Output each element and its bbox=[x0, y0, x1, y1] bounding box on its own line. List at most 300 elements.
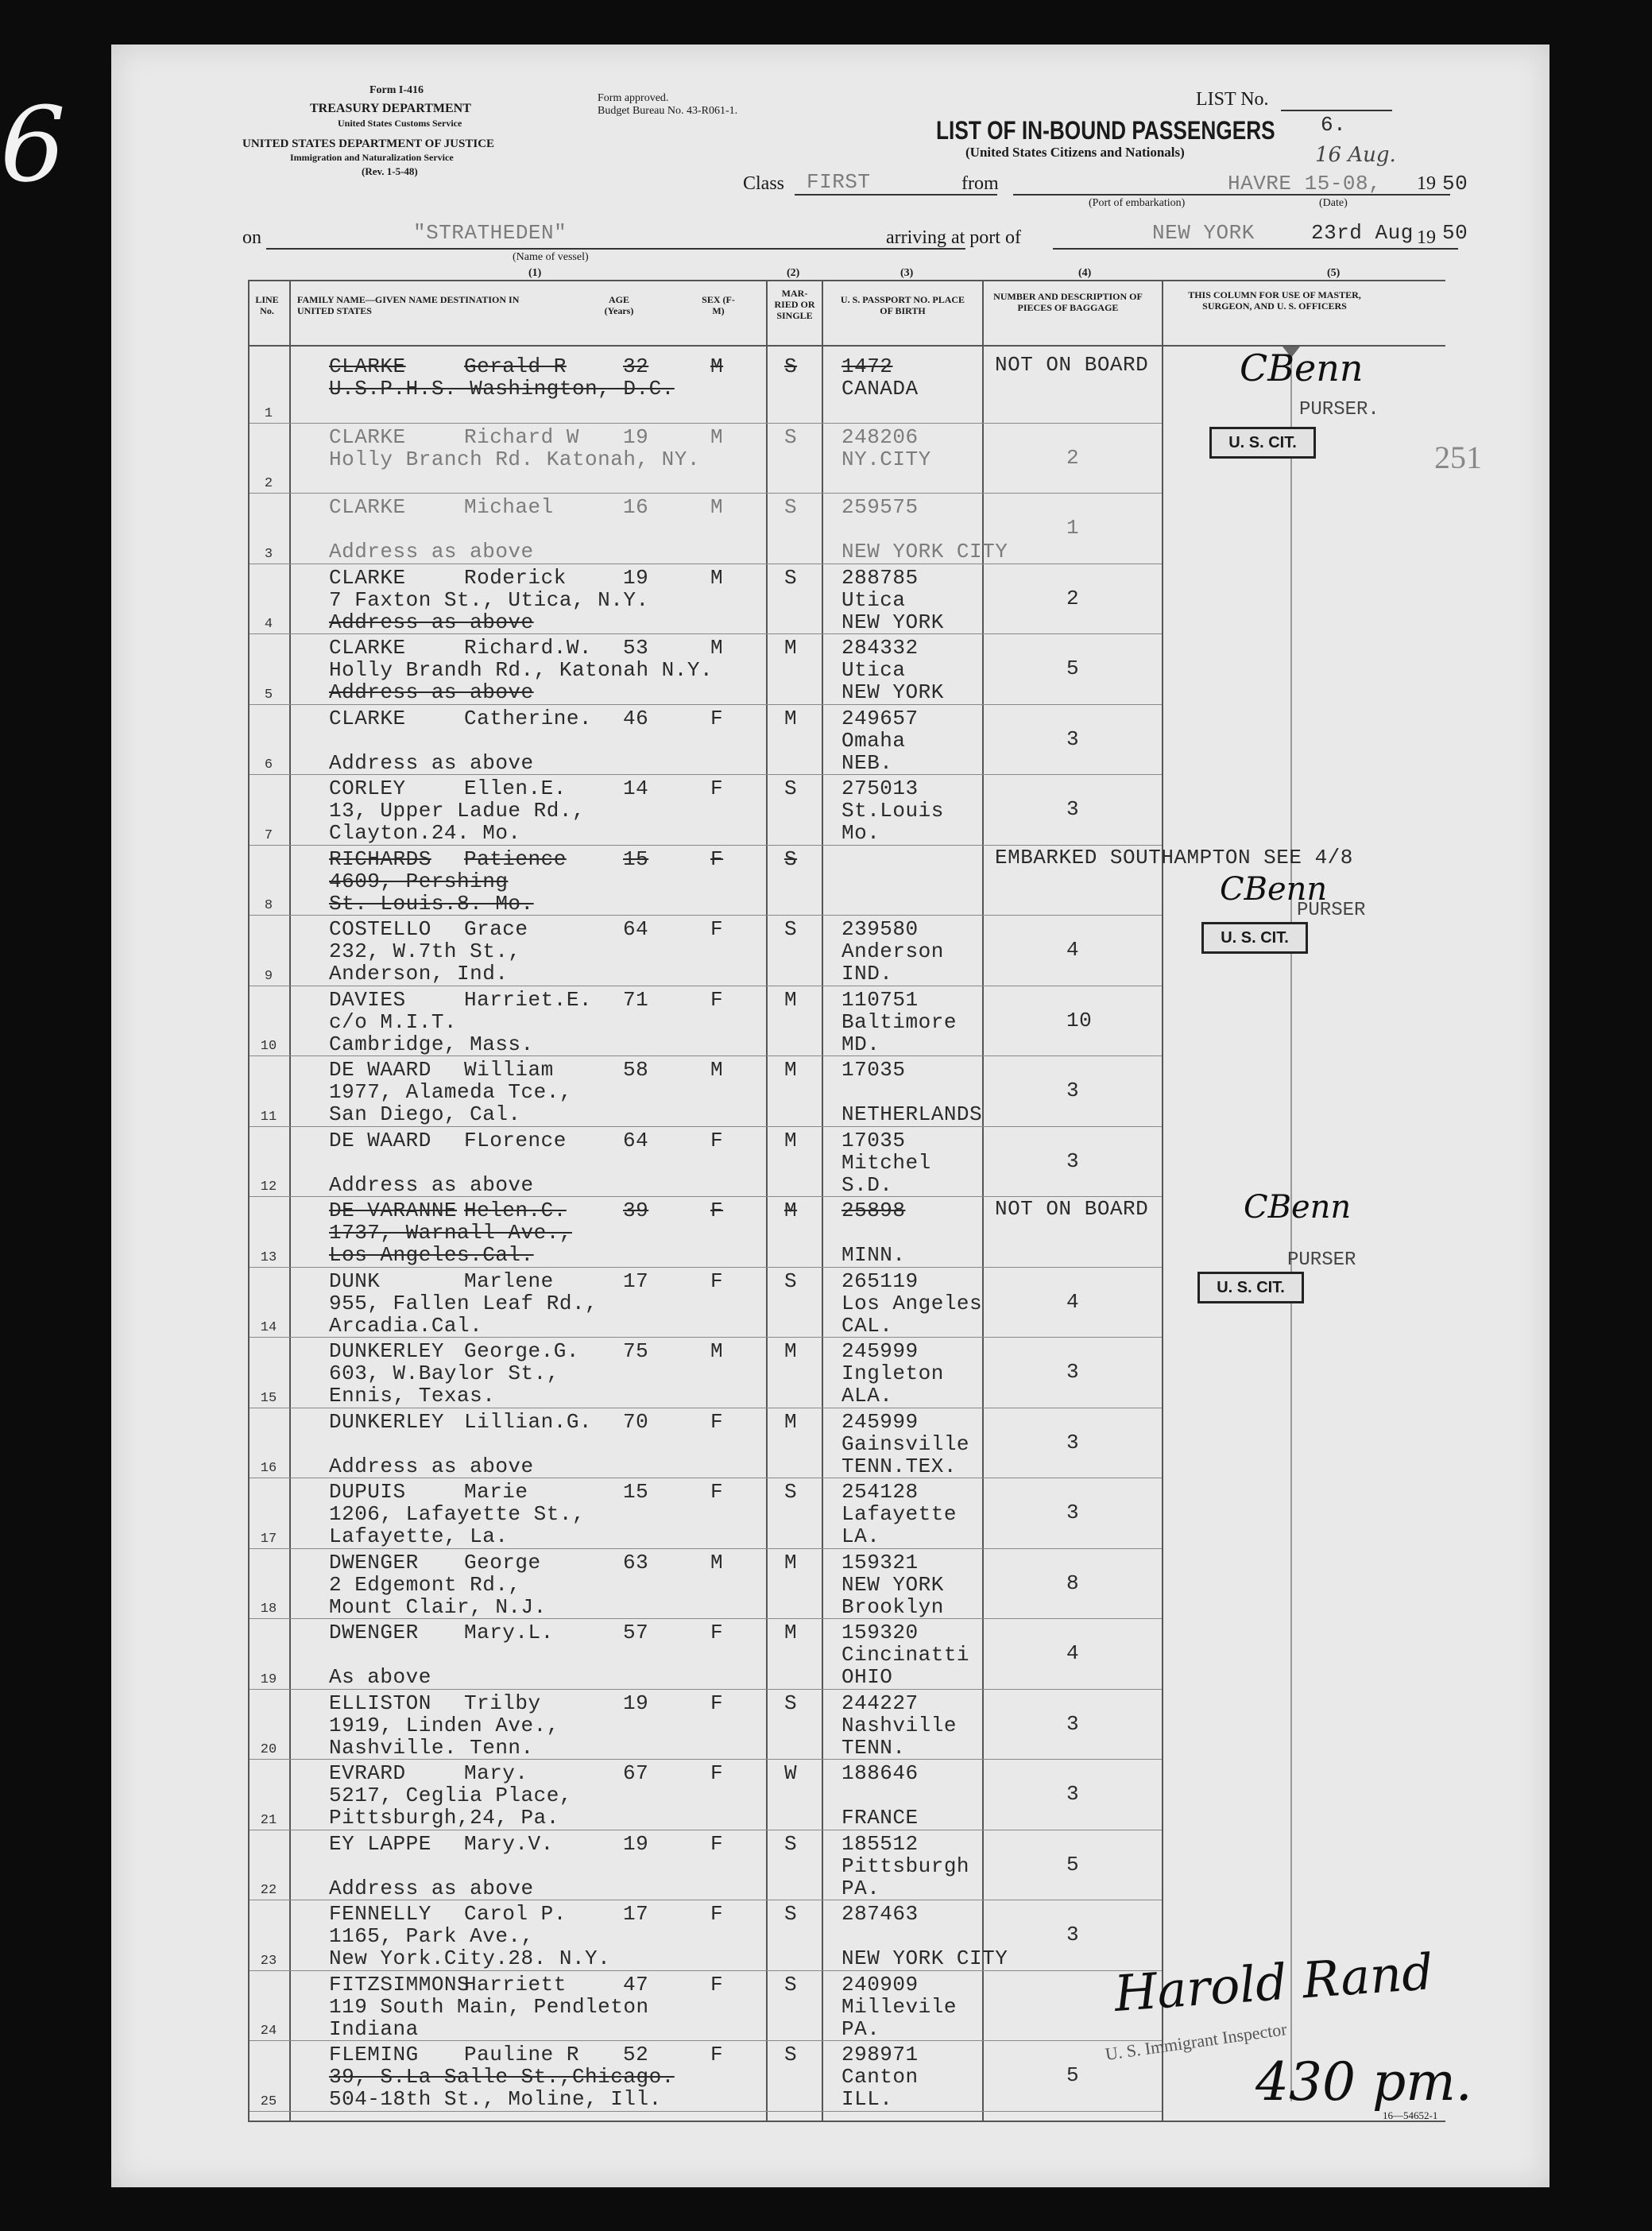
family-name: DE WAARD bbox=[329, 1058, 431, 1082]
birth-place-2: PA. bbox=[841, 1876, 880, 1900]
table-row bbox=[250, 1338, 1445, 1408]
col-header-name: FAMILY NAME—GIVEN NAME DESTINATION IN UNITED STATES bbox=[297, 294, 520, 316]
passport-number: 275013 bbox=[841, 777, 919, 800]
line-number: 20 bbox=[260, 1742, 277, 1757]
family-name: CLARKE bbox=[329, 424, 406, 449]
col-header-baggage: NUMBER AND DESCRIPTION OF PIECES OF BAGGAGE bbox=[993, 291, 1143, 313]
baggage-count: EMBARKED SOUTHAMPTON SEE 4/8 bbox=[995, 845, 1353, 870]
baggage-count: 3 bbox=[1066, 726, 1080, 751]
birth-place-1: Anderson bbox=[841, 939, 944, 963]
destination-line-2: Address as above bbox=[329, 1172, 534, 1197]
sex: M bbox=[710, 636, 724, 660]
destination-line-1: Holly Brandh Rd., Katonah N.Y. bbox=[329, 658, 714, 682]
given-name: Harriett bbox=[464, 1972, 567, 1997]
line-number: 19 bbox=[260, 1671, 277, 1687]
family-name: DAVIES bbox=[329, 987, 406, 1012]
birth-place-1: Utica bbox=[841, 658, 906, 682]
destination-line-2: New York.City.28. N.Y. bbox=[329, 1946, 611, 1970]
col-marker-4: (4) bbox=[1078, 267, 1092, 279]
sex: F bbox=[710, 1761, 724, 1785]
passport-number: 239580 bbox=[841, 917, 919, 941]
birth-place-2: TENN.TEX. bbox=[841, 1454, 957, 1478]
baggage-count: 4 bbox=[1066, 1289, 1080, 1314]
inspector-title: U. S. Immigrant Inspector bbox=[1104, 2019, 1288, 2064]
sex: F bbox=[710, 706, 724, 730]
destination-line-2: Cambridge, Mass. bbox=[329, 1032, 534, 1056]
port-underline bbox=[1053, 248, 1458, 250]
birth-place-1: Mitchel bbox=[841, 1150, 931, 1175]
passport-number: 265119 bbox=[841, 1268, 919, 1293]
age: 58 bbox=[623, 1058, 649, 1082]
table-row bbox=[250, 1127, 1445, 1198]
family-name: DUNKERLEY bbox=[329, 1339, 444, 1363]
destination-line-2: Ennis, Texas. bbox=[329, 1384, 496, 1408]
age: 53 bbox=[623, 636, 649, 660]
birth-place-2: Brooklyn bbox=[841, 1594, 944, 1619]
sex: F bbox=[710, 1128, 724, 1152]
given-name: Mary.V. bbox=[464, 1831, 554, 1856]
marital-status: W bbox=[784, 1761, 798, 1785]
vessel-name: "STRATHEDEN" bbox=[413, 221, 567, 245]
age: 70 bbox=[623, 1409, 649, 1434]
destination-line-1: 1737, Warnall Ave., bbox=[329, 1221, 572, 1245]
given-name: Mary. bbox=[464, 1761, 528, 1785]
baggage-count: 3 bbox=[1066, 1711, 1080, 1736]
destination-line-1: 1165, Park Ave., bbox=[329, 1924, 534, 1948]
age: 19 bbox=[623, 1831, 649, 1856]
destination-line-2: Indiana bbox=[329, 2016, 419, 2041]
age: 39 bbox=[623, 1199, 649, 1222]
baggage-count: 3 bbox=[1066, 1923, 1080, 1946]
family-name: DUNKERLEY bbox=[329, 1409, 444, 1434]
margin-number: 6 bbox=[0, 84, 66, 205]
marital-status: S bbox=[784, 354, 798, 378]
table-row bbox=[250, 1478, 1445, 1549]
baggage-count: 4 bbox=[1066, 938, 1080, 962]
destination-line-1: 7 Faxton St., Utica, N.Y. bbox=[329, 587, 649, 612]
birth-place-1: Millevile bbox=[841, 1994, 957, 2019]
page-subtitle: (United States Citizens and Nationals) bbox=[965, 145, 1185, 160]
birth-place-1: NEW YORK bbox=[841, 1572, 944, 1597]
family-name: DE VARANNE bbox=[329, 1199, 458, 1222]
year-label: 19 bbox=[1417, 173, 1436, 194]
passport-number: 240909 bbox=[841, 1972, 919, 1997]
arrival-year: 50 bbox=[1442, 221, 1468, 245]
birth-place-1: Pittsburgh bbox=[841, 1853, 970, 1878]
line-number: 12 bbox=[260, 1179, 277, 1195]
age: 57 bbox=[623, 1621, 649, 1644]
birth-place-1: Canton bbox=[841, 2065, 919, 2089]
destination-line-2: Arcadia.Cal. bbox=[329, 1313, 483, 1338]
col-marker-3: (3) bbox=[900, 267, 914, 279]
us-cit-stamp-2: U. S. CIT. bbox=[1201, 922, 1308, 954]
birth-place-2: ILL. bbox=[841, 2087, 893, 2111]
table-row bbox=[250, 1408, 1445, 1479]
sex: F bbox=[710, 2043, 724, 2066]
page-number-stamp: 251 bbox=[1434, 440, 1482, 475]
destination-line-1: 603, W.Baylor St., bbox=[329, 1361, 559, 1385]
table-row bbox=[250, 1760, 1445, 1830]
passport-number: 159320 bbox=[841, 1621, 919, 1644]
destination-line-2: Address as above bbox=[329, 750, 534, 775]
destination-line-2: Mount Clair, N.J. bbox=[329, 1594, 547, 1619]
destination-line-2: Address as above bbox=[329, 610, 534, 634]
table-row bbox=[250, 1549, 1445, 1620]
table-row bbox=[250, 494, 1445, 564]
destination-line-1: 5217, Ceglia Place, bbox=[329, 1784, 572, 1807]
marital-status: M bbox=[784, 1621, 798, 1644]
age: 16 bbox=[623, 495, 649, 519]
line-number: 2 bbox=[264, 476, 273, 491]
from-value: HAVRE 15-08, bbox=[1228, 172, 1382, 196]
given-name: Grace bbox=[464, 917, 528, 941]
marital-status: M bbox=[784, 636, 798, 660]
birth-place-2: Mo. bbox=[841, 821, 880, 845]
baggage-count: 3 bbox=[1066, 1782, 1080, 1806]
us-cit-stamp-3: U. S. CIT. bbox=[1197, 1272, 1304, 1303]
destination-line-2: Clayton.24. Mo. bbox=[329, 821, 521, 845]
age: 15 bbox=[623, 1480, 649, 1504]
birth-place-2: NEW YORK CITY bbox=[841, 540, 1008, 564]
marital-status: M bbox=[784, 987, 798, 1012]
sex: M bbox=[710, 565, 724, 590]
age: 52 bbox=[623, 2043, 649, 2066]
given-name: Gerald R bbox=[464, 354, 567, 378]
line-number: 10 bbox=[260, 1039, 277, 1054]
form-approved: Form approved. bbox=[598, 92, 669, 104]
from-label: from bbox=[961, 173, 999, 194]
line-number: 22 bbox=[260, 1883, 277, 1898]
family-name: FENNELLY bbox=[329, 1902, 431, 1926]
sex: F bbox=[710, 1691, 724, 1715]
table-row bbox=[250, 705, 1445, 776]
marital-status: M bbox=[784, 1339, 798, 1363]
given-name: Trilby bbox=[464, 1691, 541, 1715]
sex: M bbox=[710, 1339, 724, 1363]
line-number: 6 bbox=[264, 757, 273, 773]
marital-status: S bbox=[784, 777, 798, 800]
age: 19 bbox=[623, 1691, 649, 1715]
baggage-count: 3 bbox=[1066, 1430, 1080, 1454]
given-name: Marie bbox=[464, 1480, 528, 1504]
destination-line-2: Los Angeles.Cal. bbox=[329, 1243, 534, 1267]
birth-place-2: FRANCE bbox=[841, 1806, 919, 1830]
sex: F bbox=[710, 987, 724, 1012]
passport-number: 159321 bbox=[841, 1550, 919, 1574]
purser-label-3: PURSER bbox=[1287, 1249, 1356, 1271]
passport-number: 25898 bbox=[841, 1199, 906, 1222]
manifest-page bbox=[0, 45, 1549, 2187]
birth-place-1: NY.CITY bbox=[841, 447, 931, 471]
passport-number: 245999 bbox=[841, 1409, 919, 1434]
baggage-count: 3 bbox=[1066, 1360, 1080, 1384]
family-name: FITZSIMMONS bbox=[329, 1972, 470, 1997]
line-number: 5 bbox=[264, 687, 273, 703]
birth-place-1: Ingleton bbox=[841, 1361, 944, 1385]
destination-line-2: Pittsburgh,24, Pa. bbox=[329, 1806, 559, 1830]
family-name: CLARKE bbox=[329, 636, 406, 660]
passport-number: 185512 bbox=[841, 1831, 919, 1856]
age: 19 bbox=[623, 424, 649, 449]
marital-status: S bbox=[784, 1480, 798, 1504]
family-name: DUPUIS bbox=[329, 1480, 406, 1504]
passport-number: 259575 bbox=[841, 495, 919, 519]
line-number: 24 bbox=[260, 2024, 277, 2039]
department-of-justice: UNITED STATES DEPARTMENT OF JUSTICE bbox=[242, 138, 495, 150]
revision-label: (Rev. 1-5-48) bbox=[362, 165, 418, 177]
birth-place-1: CANADA bbox=[841, 377, 919, 401]
marital-status: S bbox=[784, 917, 798, 941]
baggage-count: 2 bbox=[1066, 445, 1080, 470]
family-name: FLEMING bbox=[329, 2043, 419, 2066]
family-name: ELLISTON bbox=[329, 1691, 431, 1715]
baggage-count: 2 bbox=[1066, 586, 1080, 610]
family-name: RICHARDS bbox=[329, 846, 431, 871]
marital-status: S bbox=[784, 1691, 798, 1715]
page-title: LIST OF IN-BOUND PASSENGERS bbox=[936, 116, 1275, 145]
date-caption: (Date) bbox=[1319, 197, 1348, 209]
row-separator bbox=[250, 2111, 1162, 2112]
passport-number: 249657 bbox=[841, 706, 919, 730]
passport-number: 288785 bbox=[841, 565, 919, 590]
baggage-count: 8 bbox=[1066, 1571, 1080, 1595]
age: 63 bbox=[623, 1550, 649, 1574]
passport-number: 248206 bbox=[841, 424, 919, 449]
destination-line-2: Address as above bbox=[329, 1876, 534, 1900]
baggage-count: 1 bbox=[1066, 516, 1080, 540]
passport-number: 245999 bbox=[841, 1339, 919, 1363]
sex: F bbox=[710, 1621, 724, 1644]
line-number: 25 bbox=[260, 2093, 277, 2109]
ins-label: Immigration and Naturalization Service bbox=[290, 152, 454, 163]
line-number: 14 bbox=[260, 1320, 277, 1335]
family-name: CLARKE bbox=[329, 565, 406, 590]
destination-line-1: 1206, Lafayette St., bbox=[329, 1502, 586, 1526]
age: 47 bbox=[623, 1972, 649, 1997]
birth-place-2: LA. bbox=[841, 1524, 880, 1548]
birth-place-1: Lafayette bbox=[841, 1502, 957, 1526]
line-number: 18 bbox=[260, 1602, 277, 1617]
destination-line-1: 119 South Main, Pendleton bbox=[329, 1994, 649, 2019]
on-label: on bbox=[242, 227, 261, 248]
birth-place-1: Los Angeles bbox=[841, 1291, 983, 1315]
destination-line-2: Nashville. Tenn. bbox=[329, 1735, 534, 1760]
baggage-count: 3 bbox=[1066, 1079, 1080, 1102]
birth-place-2: TENN. bbox=[841, 1735, 906, 1760]
sex: F bbox=[710, 1902, 724, 1926]
family-name: DUNK bbox=[329, 1268, 381, 1293]
destination-line-1: 4609, Pershing bbox=[329, 869, 509, 893]
us-cit-stamp: U. S. CIT. bbox=[1209, 427, 1316, 459]
family-name: CLARKE bbox=[329, 354, 406, 378]
line-number: 23 bbox=[260, 1953, 277, 1969]
destination-line-1: 2 Edgemont Rd., bbox=[329, 1572, 521, 1597]
given-name: George bbox=[464, 1550, 541, 1574]
purser-signature-2: CBenn bbox=[1220, 871, 1328, 908]
destination-line-1: 232, W.7th St., bbox=[329, 939, 521, 963]
table-row bbox=[250, 775, 1445, 846]
baggage-count: 5 bbox=[1066, 657, 1080, 680]
family-name: DWENGER bbox=[329, 1621, 419, 1644]
given-name: William bbox=[464, 1058, 554, 1082]
sex: F bbox=[710, 846, 724, 871]
birth-place-2: MD. bbox=[841, 1032, 880, 1056]
marital-status: S bbox=[784, 565, 798, 590]
sex: M bbox=[710, 1058, 724, 1082]
col-marker-5: (5) bbox=[1327, 267, 1341, 279]
line-number: 15 bbox=[260, 1390, 277, 1406]
age: 71 bbox=[623, 987, 649, 1012]
passport-number: 1472 bbox=[841, 354, 893, 378]
baggage-count: 3 bbox=[1066, 1148, 1080, 1173]
col-header-age: AGE (Years) bbox=[604, 294, 634, 316]
list-no-underline bbox=[1281, 110, 1392, 111]
age: 75 bbox=[623, 1339, 649, 1363]
baggage-count: 5 bbox=[1066, 1852, 1080, 1877]
list-no-label: LIST No. bbox=[1196, 89, 1269, 110]
line-number: 13 bbox=[260, 1249, 277, 1265]
birth-place-1: Gainsville bbox=[841, 1431, 970, 1456]
birth-place-1: Utica bbox=[841, 587, 906, 612]
destination-line-2: As above bbox=[329, 1665, 431, 1689]
given-name: George.G. bbox=[464, 1339, 579, 1363]
embark-caption: (Port of embarkation) bbox=[1089, 197, 1186, 209]
class-value: FIRST bbox=[807, 170, 871, 194]
passport-number: 188646 bbox=[841, 1761, 919, 1785]
footer-code: 16—54652-1 bbox=[1383, 2109, 1438, 2121]
birth-place-2: IND. bbox=[841, 962, 893, 986]
family-name: EVRARD bbox=[329, 1761, 406, 1785]
col-marker-1: (1) bbox=[528, 267, 542, 279]
destination-line-1: 955, Fallen Leaf Rd., bbox=[329, 1291, 598, 1315]
birth-place-1: St.Louis bbox=[841, 799, 944, 823]
age: 19 bbox=[623, 565, 649, 590]
passport-number: 17035 bbox=[841, 1128, 906, 1152]
marital-status: M bbox=[784, 1409, 798, 1434]
baggage-count: 4 bbox=[1066, 1641, 1080, 1665]
age: 67 bbox=[623, 1761, 649, 1785]
marital-status: S bbox=[784, 1268, 798, 1293]
birth-place-2: NEW YORK CITY bbox=[841, 1946, 1008, 1970]
form-number: Form I-416 bbox=[369, 84, 424, 96]
passport-number: 17035 bbox=[841, 1058, 906, 1082]
given-name: Pauline R bbox=[464, 2043, 579, 2066]
treasury-department: TREASURY DEPARTMENT bbox=[310, 102, 471, 115]
birth-place-2: NEB. bbox=[841, 750, 893, 775]
year-value: 50 bbox=[1442, 172, 1468, 196]
line-number: 7 bbox=[264, 827, 273, 843]
marital-status: M bbox=[784, 1058, 798, 1082]
destination-line-1: Holly Branch Rd. Katonah, NY. bbox=[329, 447, 700, 471]
baggage-count: 3 bbox=[1066, 797, 1080, 821]
passport-number: 284332 bbox=[841, 636, 919, 660]
col-header-passport: U. S. PASSPORT NO. PLACE OF BIRTH bbox=[840, 294, 965, 316]
destination-line-2: Lafayette, La. bbox=[329, 1524, 509, 1548]
birth-place-2: CAL. bbox=[841, 1313, 893, 1338]
sex: F bbox=[710, 777, 724, 800]
handwritten-date: 16 Aug. bbox=[1315, 143, 1396, 167]
marital-status: S bbox=[784, 495, 798, 519]
marital-status: S bbox=[784, 424, 798, 449]
family-name: EY LAPPE bbox=[329, 1831, 431, 1856]
passport-number: 244227 bbox=[841, 1691, 919, 1715]
given-name: Michael bbox=[464, 495, 554, 519]
sex: F bbox=[710, 1409, 724, 1434]
age: 17 bbox=[623, 1268, 649, 1293]
birth-place-2: PA. bbox=[841, 2016, 880, 2041]
given-name: Marlene bbox=[464, 1268, 554, 1293]
arrival-year-label: 19 bbox=[1417, 227, 1436, 248]
customs-service: United States Customs Service bbox=[338, 118, 462, 129]
marital-status: S bbox=[784, 846, 798, 871]
passport-number: 287463 bbox=[841, 1902, 919, 1926]
col-header-officers: THIS COLUMN FOR USE OF MASTER, SURGEON, AND U. S. OFFICERS bbox=[1188, 289, 1361, 312]
destination-line-2: San Diego, Cal. bbox=[329, 1102, 521, 1126]
given-name: Helen.C. bbox=[464, 1199, 567, 1222]
sex: M bbox=[710, 495, 724, 519]
destination-line-1: U.S.P.H.S. Washington, D.C. bbox=[329, 377, 675, 401]
given-name: FLorence bbox=[464, 1128, 567, 1152]
destination-line-1: 1977, Alameda Tce., bbox=[329, 1080, 572, 1104]
line-number: 17 bbox=[260, 1531, 277, 1547]
marital-status: M bbox=[784, 1550, 798, 1574]
sex: F bbox=[710, 917, 724, 941]
table-row bbox=[250, 986, 1445, 1057]
destination-line-1: 39, S.La Salle St.,Chicago. bbox=[329, 2065, 675, 2089]
arrival-port: NEW YORK bbox=[1152, 221, 1255, 245]
destination-line-2: Address as above bbox=[329, 1454, 534, 1478]
destination-line-2: Anderson, Ind. bbox=[329, 962, 509, 986]
table-row bbox=[250, 564, 1445, 635]
given-name: Richard W bbox=[464, 424, 579, 449]
line-number: 9 bbox=[264, 968, 273, 984]
given-name: Catherine. bbox=[464, 706, 593, 730]
given-name: Carol P. bbox=[464, 1902, 567, 1926]
destination-line-2: Address as above bbox=[329, 540, 534, 564]
sex: F bbox=[710, 1199, 724, 1222]
birth-place-1: Baltimore bbox=[841, 1009, 957, 1034]
destination-line-2: St. Louis.8. Mo. bbox=[329, 891, 534, 916]
birth-place-2: NEW YORK bbox=[841, 610, 944, 634]
marital-status: M bbox=[784, 1128, 798, 1152]
arrival-date: 23rd Aug bbox=[1311, 221, 1414, 245]
age: 64 bbox=[623, 917, 649, 941]
marital-status: M bbox=[784, 1199, 798, 1222]
table-row bbox=[250, 1830, 1445, 1901]
given-name: Lillian.G. bbox=[464, 1409, 593, 1434]
family-name: DWENGER bbox=[329, 1550, 419, 1574]
sex: F bbox=[710, 1972, 724, 1997]
table-row bbox=[250, 1056, 1445, 1127]
birth-place-2: MINN. bbox=[841, 1243, 906, 1267]
destination-line-2: Address as above bbox=[329, 680, 534, 704]
budget-bureau: Budget Bureau No. 43-R061-1. bbox=[598, 105, 738, 117]
destination-line-2: 504-18th St., Moline, Ill. bbox=[329, 2087, 662, 2111]
line-number: 16 bbox=[260, 1461, 277, 1476]
sex: F bbox=[710, 1268, 724, 1293]
sex: M bbox=[710, 424, 724, 449]
marital-status: S bbox=[784, 1902, 798, 1926]
col-marker-2: (2) bbox=[787, 267, 800, 279]
table-row bbox=[250, 1619, 1445, 1690]
age: 17 bbox=[623, 1902, 649, 1926]
sex: M bbox=[710, 354, 724, 378]
given-name: Ellen.E. bbox=[464, 777, 567, 800]
baggage-count: NOT ON BOARD bbox=[995, 353, 1149, 377]
birth-place-2: ALA. bbox=[841, 1384, 893, 1408]
baggage-count: 10 bbox=[1066, 1008, 1093, 1032]
family-name: COSTELLO bbox=[329, 917, 431, 941]
